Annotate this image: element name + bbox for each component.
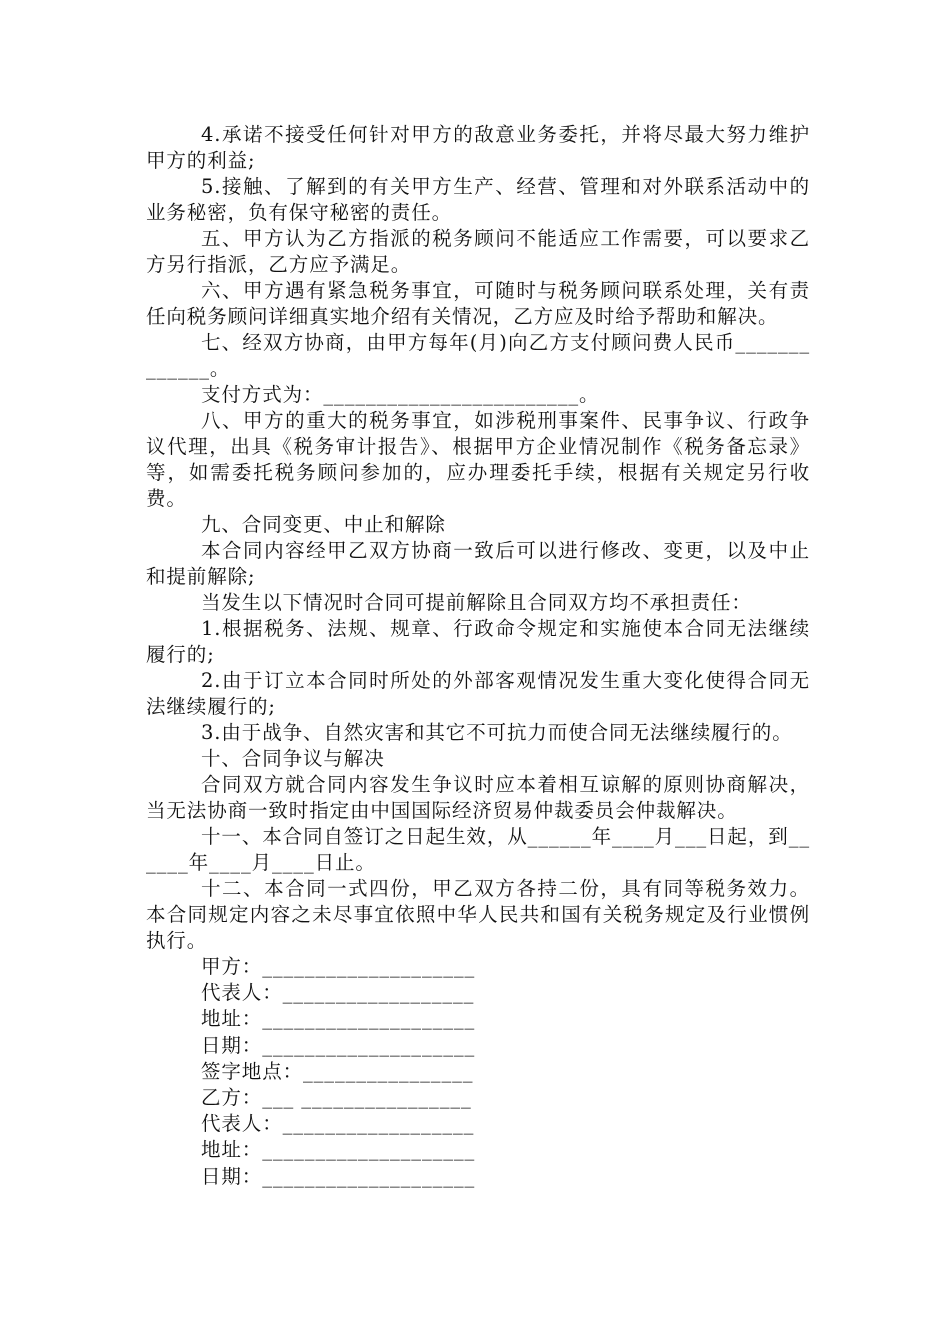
party-a-line: 甲方：____________________ (201, 955, 476, 978)
article-10-dispute: 合同双方就合同内容发生争议时应本着相互谅解的原则协商解决，当无法协商一致时指定由中国国际经济贸易仲裁委员会仲裁解决。 (146, 773, 810, 822)
article-9-heading: 九、合同变更、中止和解除 (201, 513, 446, 536)
article-9-termination-intro: 当发生以下情况时合同可提前解除且合同双方均不承担责任： (201, 591, 752, 614)
article-9-modification: 本合同内容经甲乙双方协商一致后可以进行修改、变更，以及中止和提前解除; (146, 539, 810, 588)
termination-item-1: 1.根据税务、法规、规章、行政命令规定和实施使本合同无法继续履行的; (146, 617, 810, 666)
clause-5-confidentiality: 5.接触、了解到的有关甲方生产、经营、管理和对外联系活动中的业务秘密，负有保守秘密的责任。 (146, 175, 810, 224)
termination-item-2: 2.由于订立本合同时所处的外部客观情况发生重大变化使得合同无法继续履行的; (146, 669, 810, 718)
payment-method: 支付方式为：________________________。 (201, 383, 600, 406)
article-5-replacement: 五、甲方认为乙方指派的税务顾问不能适应工作需要，可以要求乙方另行指派，乙方应予满足。 (146, 227, 810, 276)
article-7-fee: 七、经双方协商，由甲方每年(月)向乙方支付顾问费人民币_____________。 (146, 331, 810, 380)
termination-item-3: 3.由于战争、自然灾害和其它不可抗力而使合同无法继续履行的。 (201, 721, 793, 744)
article-6-urgent-matters: 六、甲方遇有紧急税务事宜，可随时与税务顾问联系处理，关有责任向税务顾问详细真实地介绍有关情况，乙方应及时给予帮助和解决。 (146, 279, 810, 328)
party-b-date-line: 日期：____________________ (201, 1164, 476, 1188)
party-a-address-line: 地址：____________________ (201, 1007, 476, 1031)
party-b-address-line: 地址：____________________ (201, 1138, 476, 1162)
party-a-representative-line: 代表人：__________________ (201, 981, 475, 1005)
party-b-line: 乙方：___ ________________ (201, 1086, 472, 1110)
party-a-date-line: 日期：____________________ (201, 1033, 476, 1057)
contract-document (146, 122, 810, 1190)
signature-block (146, 954, 810, 1190)
article-10-heading: 十、合同争议与解决 (201, 747, 385, 770)
clause-4-promise: 4.承诺不接受任何针对甲方的敌意业务委托，并将尽最大努力维护甲方的利益; (146, 123, 810, 172)
article-8-major-matters: 八、甲方的重大的税务事宜，如涉税刑事案件、民事争议、行政争议代理，出具《税务审计报告》、根据甲方企业情况制作《税务备忘录》等，如需委托税务顾问参加的，应办理委托手续，根据有关规定另行收费。 (146, 409, 810, 510)
article-11-term: 十一、本合同自签订之日起生效，从______年____月___日起，到______年____月____日止。 (146, 825, 810, 874)
signing-place-line: 签字地点：________________ (201, 1059, 474, 1083)
party-b-representative-line: 代表人：__________________ (201, 1112, 475, 1136)
article-12-copies: 十二、本合同一式四份，甲乙双方各持二份，具有同等税务效力。本合同规定内容之未尽事宜依照中华人民共和国有关税务规定及行业惯例执行。 (146, 877, 810, 952)
